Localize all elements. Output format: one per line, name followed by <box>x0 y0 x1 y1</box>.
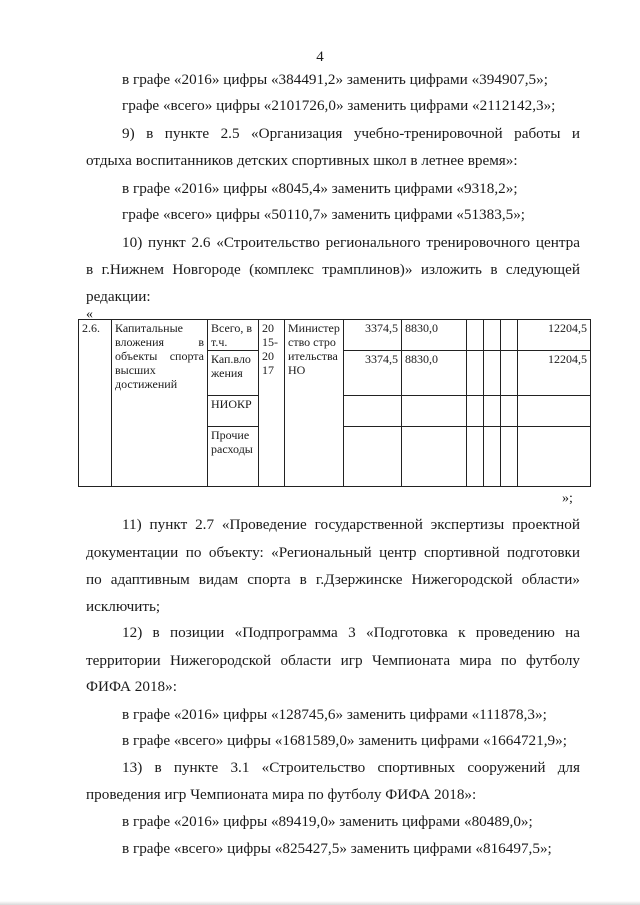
text-line: 12) в позиции «Подпрограмма 3 «Подготовка к проведению на <box>122 624 580 641</box>
opening-quote: « <box>86 307 93 322</box>
empty-cell <box>501 351 518 396</box>
program-table <box>78 319 591 487</box>
empty-cell <box>484 427 501 487</box>
text-line: графе «всего» цифры «2101726,0» заменить цифрами «2112142,3»; <box>122 97 556 114</box>
text-line: 9) в пункте 2.5 «Организация учебно-тренировочной работы и <box>122 125 580 142</box>
value-cell: 3374,5 <box>344 351 402 396</box>
value-cell: 3374,5 <box>344 320 402 351</box>
text-line: в графе «2016» цифры «89419,0» заменить цифрами «80489,0»; <box>122 813 533 830</box>
text-line: в графе «всего» цифры «825427,5» заменить цифрами «816497,5»; <box>122 840 552 857</box>
total-cell: 12204,5 <box>518 351 591 396</box>
text-line: в графе «всего» цифры «1681589,0» заменить цифрами «1664721,9»; <box>122 732 567 749</box>
text-line: в г.Нижнем Новгороде (комплекс трамплинов)» изложить в следующей <box>86 261 580 278</box>
total-cell <box>518 427 591 487</box>
text-line: в графе «2016» цифры «128745,6» заменить цифрами «111878,3»; <box>122 706 547 723</box>
empty-cell <box>467 351 484 396</box>
text-line: по адаптивным видам спорта в г.Дзержинске Нижегородской области» <box>86 571 580 588</box>
text-line: отдыха воспитанников детских спортивных школ в летнее время»: <box>86 152 518 169</box>
page-bottom-edge <box>0 901 640 905</box>
closing-quote: »; <box>562 491 573 506</box>
text-line: 10) пункт 2.6 «Строительство регионального тренировочного центра <box>122 234 580 251</box>
total-cell <box>518 396 591 427</box>
text-line: проведения игр Чемпионата мира по футболу ФИФА 2018»: <box>86 786 477 803</box>
value-cell: 8830,0 <box>402 351 467 396</box>
empty-cell <box>467 396 484 427</box>
item-number: 2.6. <box>79 320 112 487</box>
value-cell <box>402 427 467 487</box>
row-label: НИОКР <box>208 396 259 427</box>
row-label: Кап.вложения <box>208 351 259 396</box>
text-line: территории Нижегородской области игр Чемпионата мира по футболу <box>86 652 580 669</box>
row-label: Всего, в т.ч. <box>208 320 259 351</box>
total-cell: 12204,5 <box>518 320 591 351</box>
value-cell <box>402 396 467 427</box>
page-number: 4 <box>316 49 324 65</box>
empty-cell <box>501 396 518 427</box>
empty-cell <box>484 320 501 351</box>
text-line: 13) в пункте 3.1 «Строительство спортивных сооружений для <box>122 759 580 776</box>
text-line: в графе «2016» цифры «384491,2» заменить цифрами «394907,5»; <box>122 71 548 88</box>
period-cell: 20 15-20 17 <box>259 320 285 487</box>
value-cell <box>344 427 402 487</box>
empty-cell <box>501 427 518 487</box>
empty-cell <box>467 427 484 487</box>
text-line: 11) пункт 2.7 «Проведение государственной экспертизы проектной <box>122 516 580 533</box>
value-cell <box>344 396 402 427</box>
text-line: ФИФА 2018»: <box>86 678 177 695</box>
row-label: Прочие расходы <box>208 427 259 487</box>
text-line: в графе «2016» цифры «8045,4» заменить цифрами «9318,2»; <box>122 180 518 197</box>
empty-cell <box>501 320 518 351</box>
empty-cell <box>484 351 501 396</box>
empty-cell <box>484 396 501 427</box>
text-line: документации по объекту: «Региональный центр спортивной подготовки <box>86 544 580 561</box>
empty-cell <box>467 320 484 351</box>
value-cell: 8830,0 <box>402 320 467 351</box>
text-line: редакции: <box>86 288 151 305</box>
text-line: графе «всего» цифры «50110,7» заменить цифрами «51383,5»; <box>122 206 526 223</box>
item-name: Капитальные вложения в объекты спорта высших достижений <box>112 320 208 487</box>
executor-cell: Министерство строительства НО <box>285 320 344 487</box>
text-line: исключить; <box>86 598 161 615</box>
